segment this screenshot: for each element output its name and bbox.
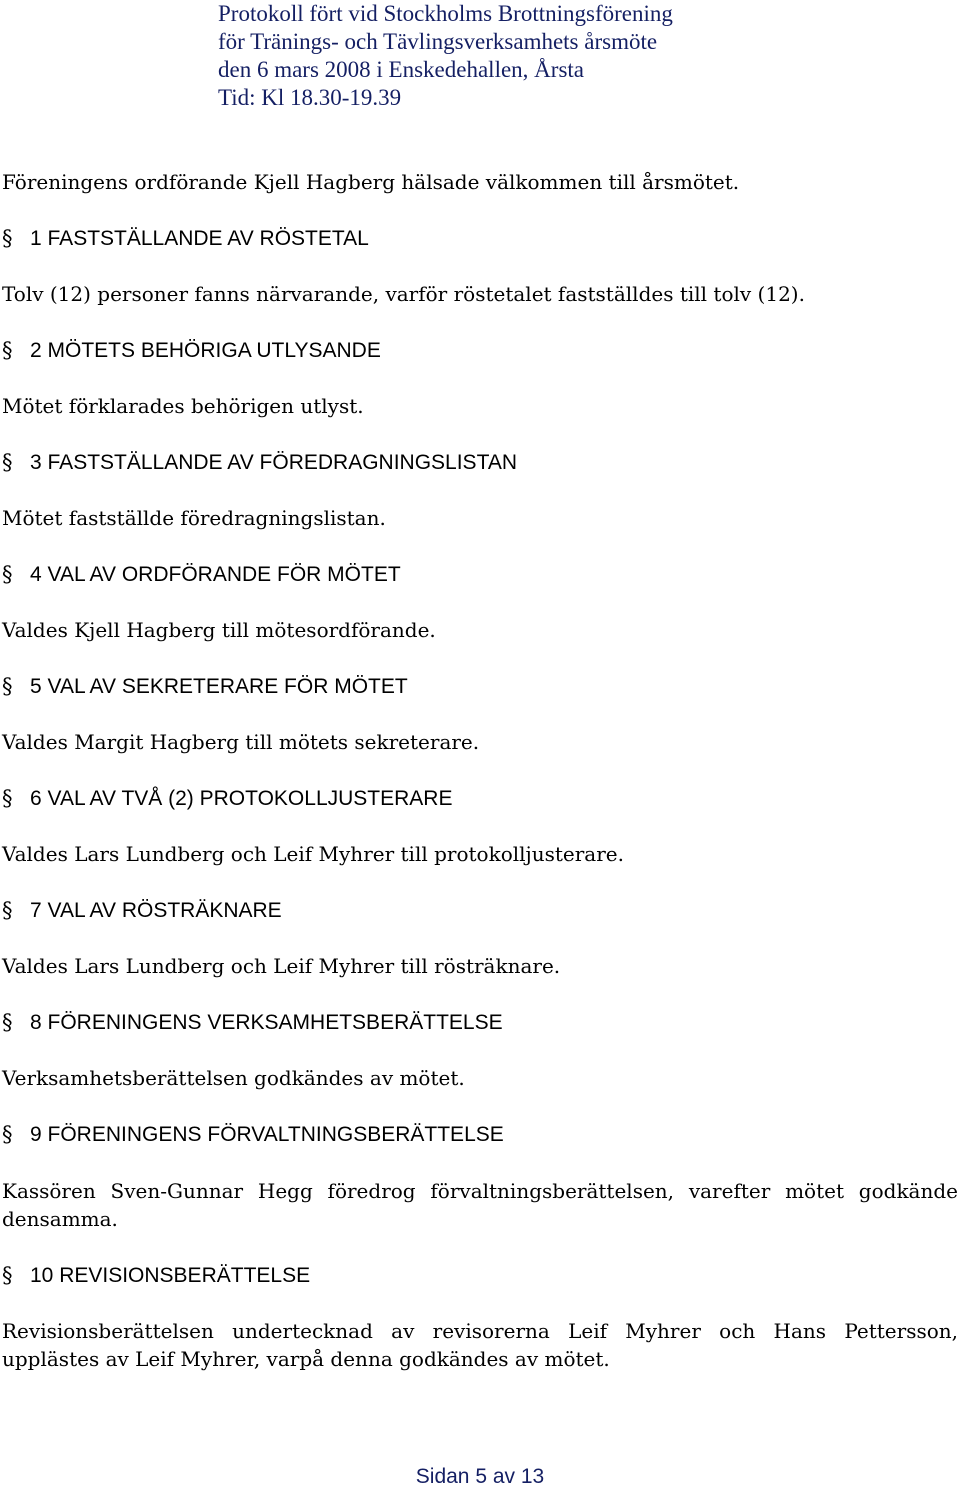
section-symbol: §	[2, 1010, 13, 1034]
section-heading-text: 3 FASTSTÄLLANDE AV FÖREDRAGNINGSLISTAN	[30, 451, 518, 474]
section-body-9: Kassören Sven-Gunnar Hegg föredrog förvaltningsberättelsen, varefter mötet godkände densamma.	[2, 1179, 958, 1231]
section-heading-text: 9 FÖRENINGENS FÖRVALTNINGSBERÄTTELSE	[30, 1123, 504, 1146]
section-symbol: §	[2, 674, 13, 698]
header-subtitle-line: för Tränings- och Tävlingsverksamhets årsmöte	[218, 29, 658, 54]
section-body-3: Mötet fastställde föredragningslistan.	[2, 506, 386, 530]
section-body-1: Tolv (12) personer fanns närvarande, varför röstetalet fastställdes till tolv (12).	[2, 282, 805, 306]
section-body-8: Verksamhetsberättelsen godkändes av mötet.	[2, 1066, 465, 1090]
header-time-line: Tid: Kl 18.30-19.39	[218, 85, 402, 110]
section-heading-text: 5 VAL AV SEKRETERARE FÖR MÖTET	[30, 675, 408, 698]
section-heading-text: 7 VAL AV RÖSTRÄKNARE	[30, 899, 282, 922]
document-header	[218, 0, 673, 112]
section-heading-7	[2, 896, 282, 925]
section-heading-4	[2, 560, 401, 589]
section-heading-text: 6 VAL AV TVÅ (2) PROTOKOLLJUSTERARE	[30, 787, 453, 810]
section-heading-5	[2, 672, 408, 701]
section-heading-6	[2, 784, 452, 813]
page-number: Sidan 5 av 13	[415, 1465, 545, 1488]
section-symbol: §	[2, 226, 13, 250]
section-heading-text: 10 REVISIONSBERÄTTELSE	[30, 1264, 311, 1287]
section-heading-10	[2, 1261, 310, 1290]
section-heading-text: 1 FASTSTÄLLANDE AV RÖSTETAL	[30, 227, 369, 250]
section-heading-text: 2 MÖTETS BEHÖRIGA UTLYSANDE	[30, 339, 381, 362]
section-heading-text: 4 VAL AV ORDFÖRANDE FÖR MÖTET	[30, 563, 401, 586]
header-date-place-line: den 6 mars 2008 i Enskedehallen, Årsta	[218, 57, 584, 82]
section-heading-2	[2, 336, 381, 365]
intro-paragraph: Föreningens ordförande Kjell Hagberg hälsade välkommen till årsmötet.	[2, 170, 740, 194]
section-symbol: §	[2, 898, 13, 922]
section-symbol: §	[2, 338, 13, 362]
section-body-5: Valdes Margit Hagberg till mötets sekreterare.	[2, 730, 480, 754]
section-body-10: Revisionsberättelsen undertecknad av revisorerna Leif Myhrer och Hans Pettersson, upplästes av Leif Myhrer, varpå denna godkändes av mötet.	[2, 1319, 958, 1371]
section-body-4: Valdes Kjell Hagberg till mötesordförande.	[2, 618, 436, 642]
section-heading-3	[2, 448, 517, 477]
section-body-2: Mötet förklarades behörigen utlyst.	[2, 394, 364, 418]
section-heading-9	[2, 1120, 504, 1149]
section-body-7: Valdes Lars Lundberg och Leif Myhrer till rösträknare.	[2, 954, 561, 978]
section-heading-text: 8 FÖRENINGENS VERKSAMHETSBERÄTTELSE	[30, 1011, 503, 1034]
section-heading-1	[2, 224, 369, 253]
section-symbol: §	[2, 562, 13, 586]
section-body-6: Valdes Lars Lundberg och Leif Myhrer till protokolljusterare.	[2, 842, 624, 866]
header-title-line: Protokoll fört vid Stockholms Brottningsförening	[218, 1, 673, 26]
section-symbol: §	[2, 786, 13, 810]
section-symbol: §	[2, 450, 13, 474]
section-symbol: §	[2, 1122, 13, 1146]
section-symbol: §	[2, 1263, 13, 1287]
section-heading-8	[2, 1008, 503, 1037]
